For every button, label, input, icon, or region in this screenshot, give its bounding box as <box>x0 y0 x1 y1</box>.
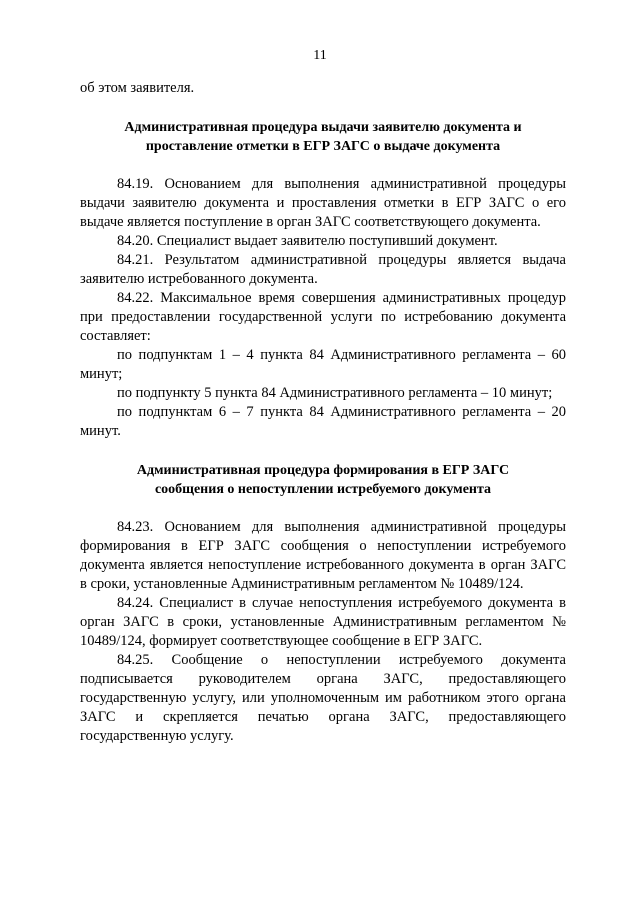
section2-heading-line2: сообщения о непоступлении истребуемого документа <box>154 482 492 497</box>
section1-heading-line1: Административная процедура выдачи заявителю документа и <box>124 120 522 135</box>
lead-line: об этом заявителя. <box>80 80 195 96</box>
section2-heading-line1: Административная процедура формирования в ЕГР ЗАГС <box>136 463 510 478</box>
section1-heading-line2: проставление отметки в ЕГР ЗАГС о выдаче документа <box>145 139 501 154</box>
section1-heading <box>80 118 566 156</box>
paragraph-84-22: 84.22. Максимальное время совершения административных процедур при предоставлении государственной услуги по истребованию документа составляет: <box>80 290 566 344</box>
section2-heading <box>80 461 566 499</box>
paragraph-84-19: 84.19. Основанием для выполнения административной процедуры выдачи заявителю документа и проставления отметки в ЕГР ЗАГС о его выдаче является поступление в орган ЗАГС соответствующего документа. <box>80 176 566 230</box>
paragraph-84-24: 84.24. Специалист в случае непоступления истребуемого документа в орган ЗАГС в сроки, установленные Административным регламентом № 10489/124, формирует соответствующее сообщение в ЕГР ЗАГС. <box>80 595 566 649</box>
list-item-1: по подпунктам 1 – 4 пункта 84 Административного регламента – 60 минут; <box>80 347 566 382</box>
page-number: 11 <box>313 48 327 63</box>
list-item-2: по подпункту 5 пункта 84 Административного регламента – 10 минут; <box>117 385 553 401</box>
list-item-3: по подпунктам 6 – 7 пункта 84 Административного регламента – 20 минут. <box>80 404 566 439</box>
paragraph-84-21: 84.21. Результатом административной процедуры является выдача заявителю истребованного документа. <box>80 252 566 287</box>
paragraph-84-23: 84.23. Основанием для выполнения административной процедуры формирования в ЕГР ЗАГС сообщения о непоступлении истребуемого документа является непоступление истребованного документа в орган ЗАГС в сроки, установленные Административным регламентом № 10489/124. <box>80 519 566 592</box>
paragraph-84-20: 84.20. Специалист выдает заявителю поступивший документ. <box>117 233 498 249</box>
paragraph-84-25: 84.25. Сообщение о непоступлении истребуемого документа подписывается руководителем органа ЗАГС, предоставляющего государственную услугу, или уполномоченным им работником этого органа ЗАГС и скрепляется печатью органа ЗАГС, предоставляющего государственную услугу. <box>80 652 566 744</box>
page-content <box>80 79 566 746</box>
